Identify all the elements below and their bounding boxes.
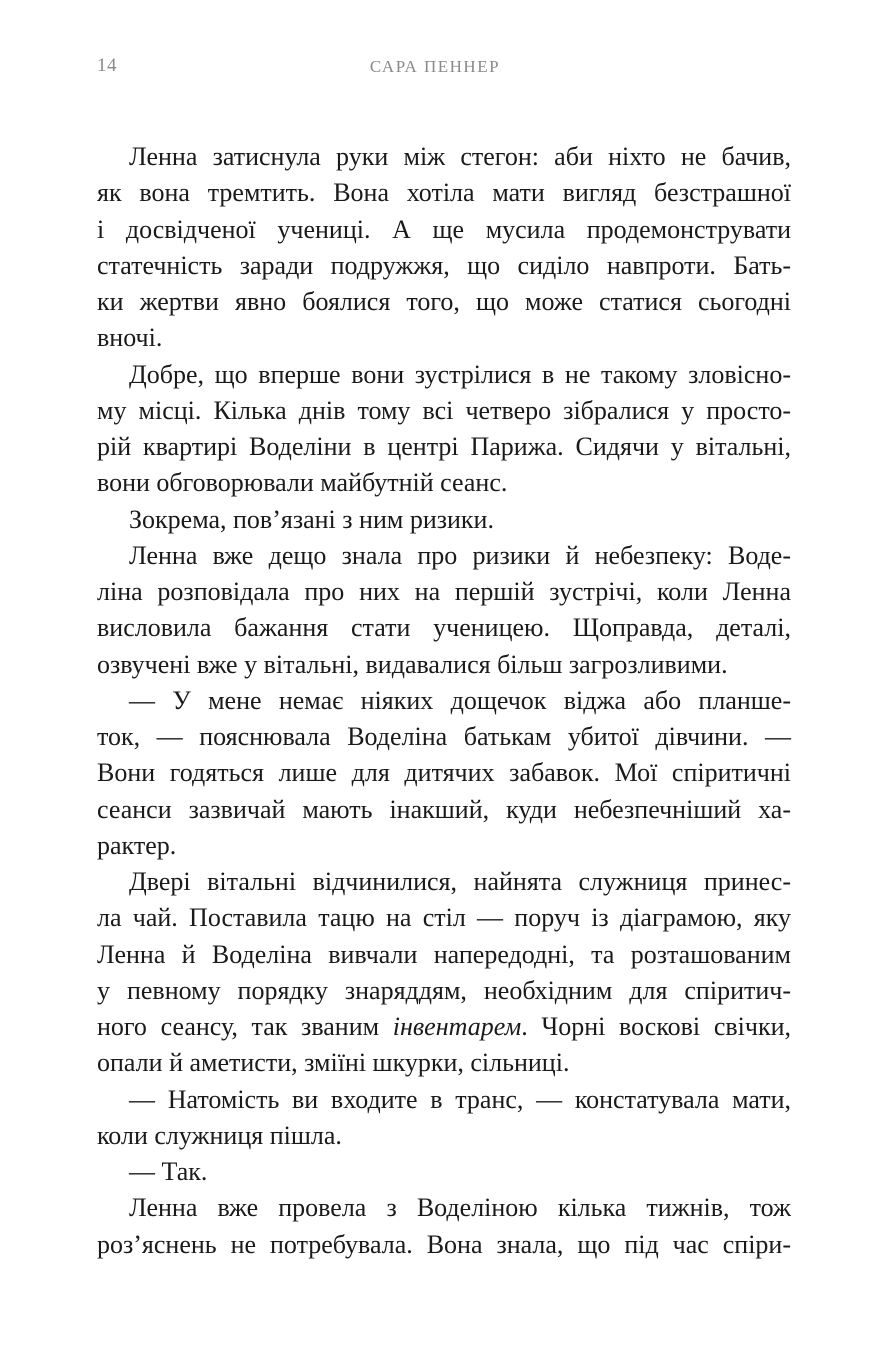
text-segment: . Чорні воскові свічки, [521, 1012, 791, 1041]
text-line: і досвідченої учениці. А ще мусила продемонструвати [97, 214, 791, 244]
text-line: рактер. [97, 830, 177, 860]
text-line: Ленна вже провела з Воделіною кілька тижнів, тож [129, 1193, 791, 1223]
running-head: САРА ПЕННЕР [369, 57, 501, 76]
text-line: ліна розповідала про них на першій зустрічі, коли Ленна [97, 577, 791, 606]
text-line: опали й аметисти, зміїні шкурки, сільниці. [97, 1048, 570, 1078]
text-line: му місці. Кілька днів тому всі четверо зібралися у просто- [97, 395, 791, 425]
text-line: — Натомість ви входите в транс, — констатувала мати, [129, 1084, 791, 1114]
text-line-mixed [97, 1009, 791, 1045]
text-line: Зокрема, пов’язані з ним ризики. [129, 504, 494, 534]
text-line: коли служниця пішла. [97, 1120, 342, 1150]
text-segment: ного сеансу, так званим [97, 1012, 393, 1041]
text-line: як вона тремтить. Вона хотіла мати вигляд безстрашної [97, 178, 791, 208]
page-number: 14 [97, 55, 117, 76]
text-line: — У мене немає ніяких дощечок віджа або планше- [129, 685, 791, 715]
text-line: Вони годяться лише для дитячих забавок. Мої спіритичні [97, 758, 791, 788]
text-line: ток, — пояснювала Воделіна батькам убитої дівчини. — [97, 722, 791, 751]
text-line: — Так. [129, 1157, 208, 1186]
text-line: ла чай. Поставила тацю на стіл — поруч із діаграмою, яку [97, 903, 791, 933]
text-line: озвучені вже у вітальні, видавалися більш загрозливими. [97, 649, 728, 679]
text-line: Добре, що вперше вони зустрілися в не такому зловісно- [129, 359, 791, 389]
text-line: рій квартирі Воделіни в центрі Парижа. Сидячи у вітальні, [97, 432, 791, 461]
italic-term: інвентарем [392, 1012, 522, 1041]
text-line: сеанси зазвичай мають інакший, куди небезпечніший ха- [97, 794, 791, 824]
text-line: висловила бажання стати ученицею. Щоправда, деталі, [97, 613, 791, 643]
text-line: роз’яснень не потребувала. Вона знала, що під час спіри- [97, 1229, 791, 1259]
text-line: Ленна затиснула руки між стегон: аби ніхто не бачив, [129, 142, 791, 171]
text-line: Ленна й Воделіна вивчали напередодні, та розташованим [97, 939, 791, 969]
text-line: у певному порядку знаряддям, необхідним для спіритич- [97, 975, 791, 1005]
text-line: Двері вітальні відчинилися, найнята служниця принес- [129, 867, 791, 896]
text-line: статечність заради подружжя, що сиділо навпроти. Бать- [97, 250, 791, 280]
text-line: ки жертви явно боялися того, що може статися сьогодні [97, 287, 791, 316]
text-line: вони обговорювали майбутній сеанс. [97, 468, 508, 498]
text-line: вночі. [97, 323, 163, 353]
text-line: Ленна вже дещо знала про ризики й небезпеку: Воде- [129, 540, 791, 570]
body-text [97, 139, 791, 1263]
